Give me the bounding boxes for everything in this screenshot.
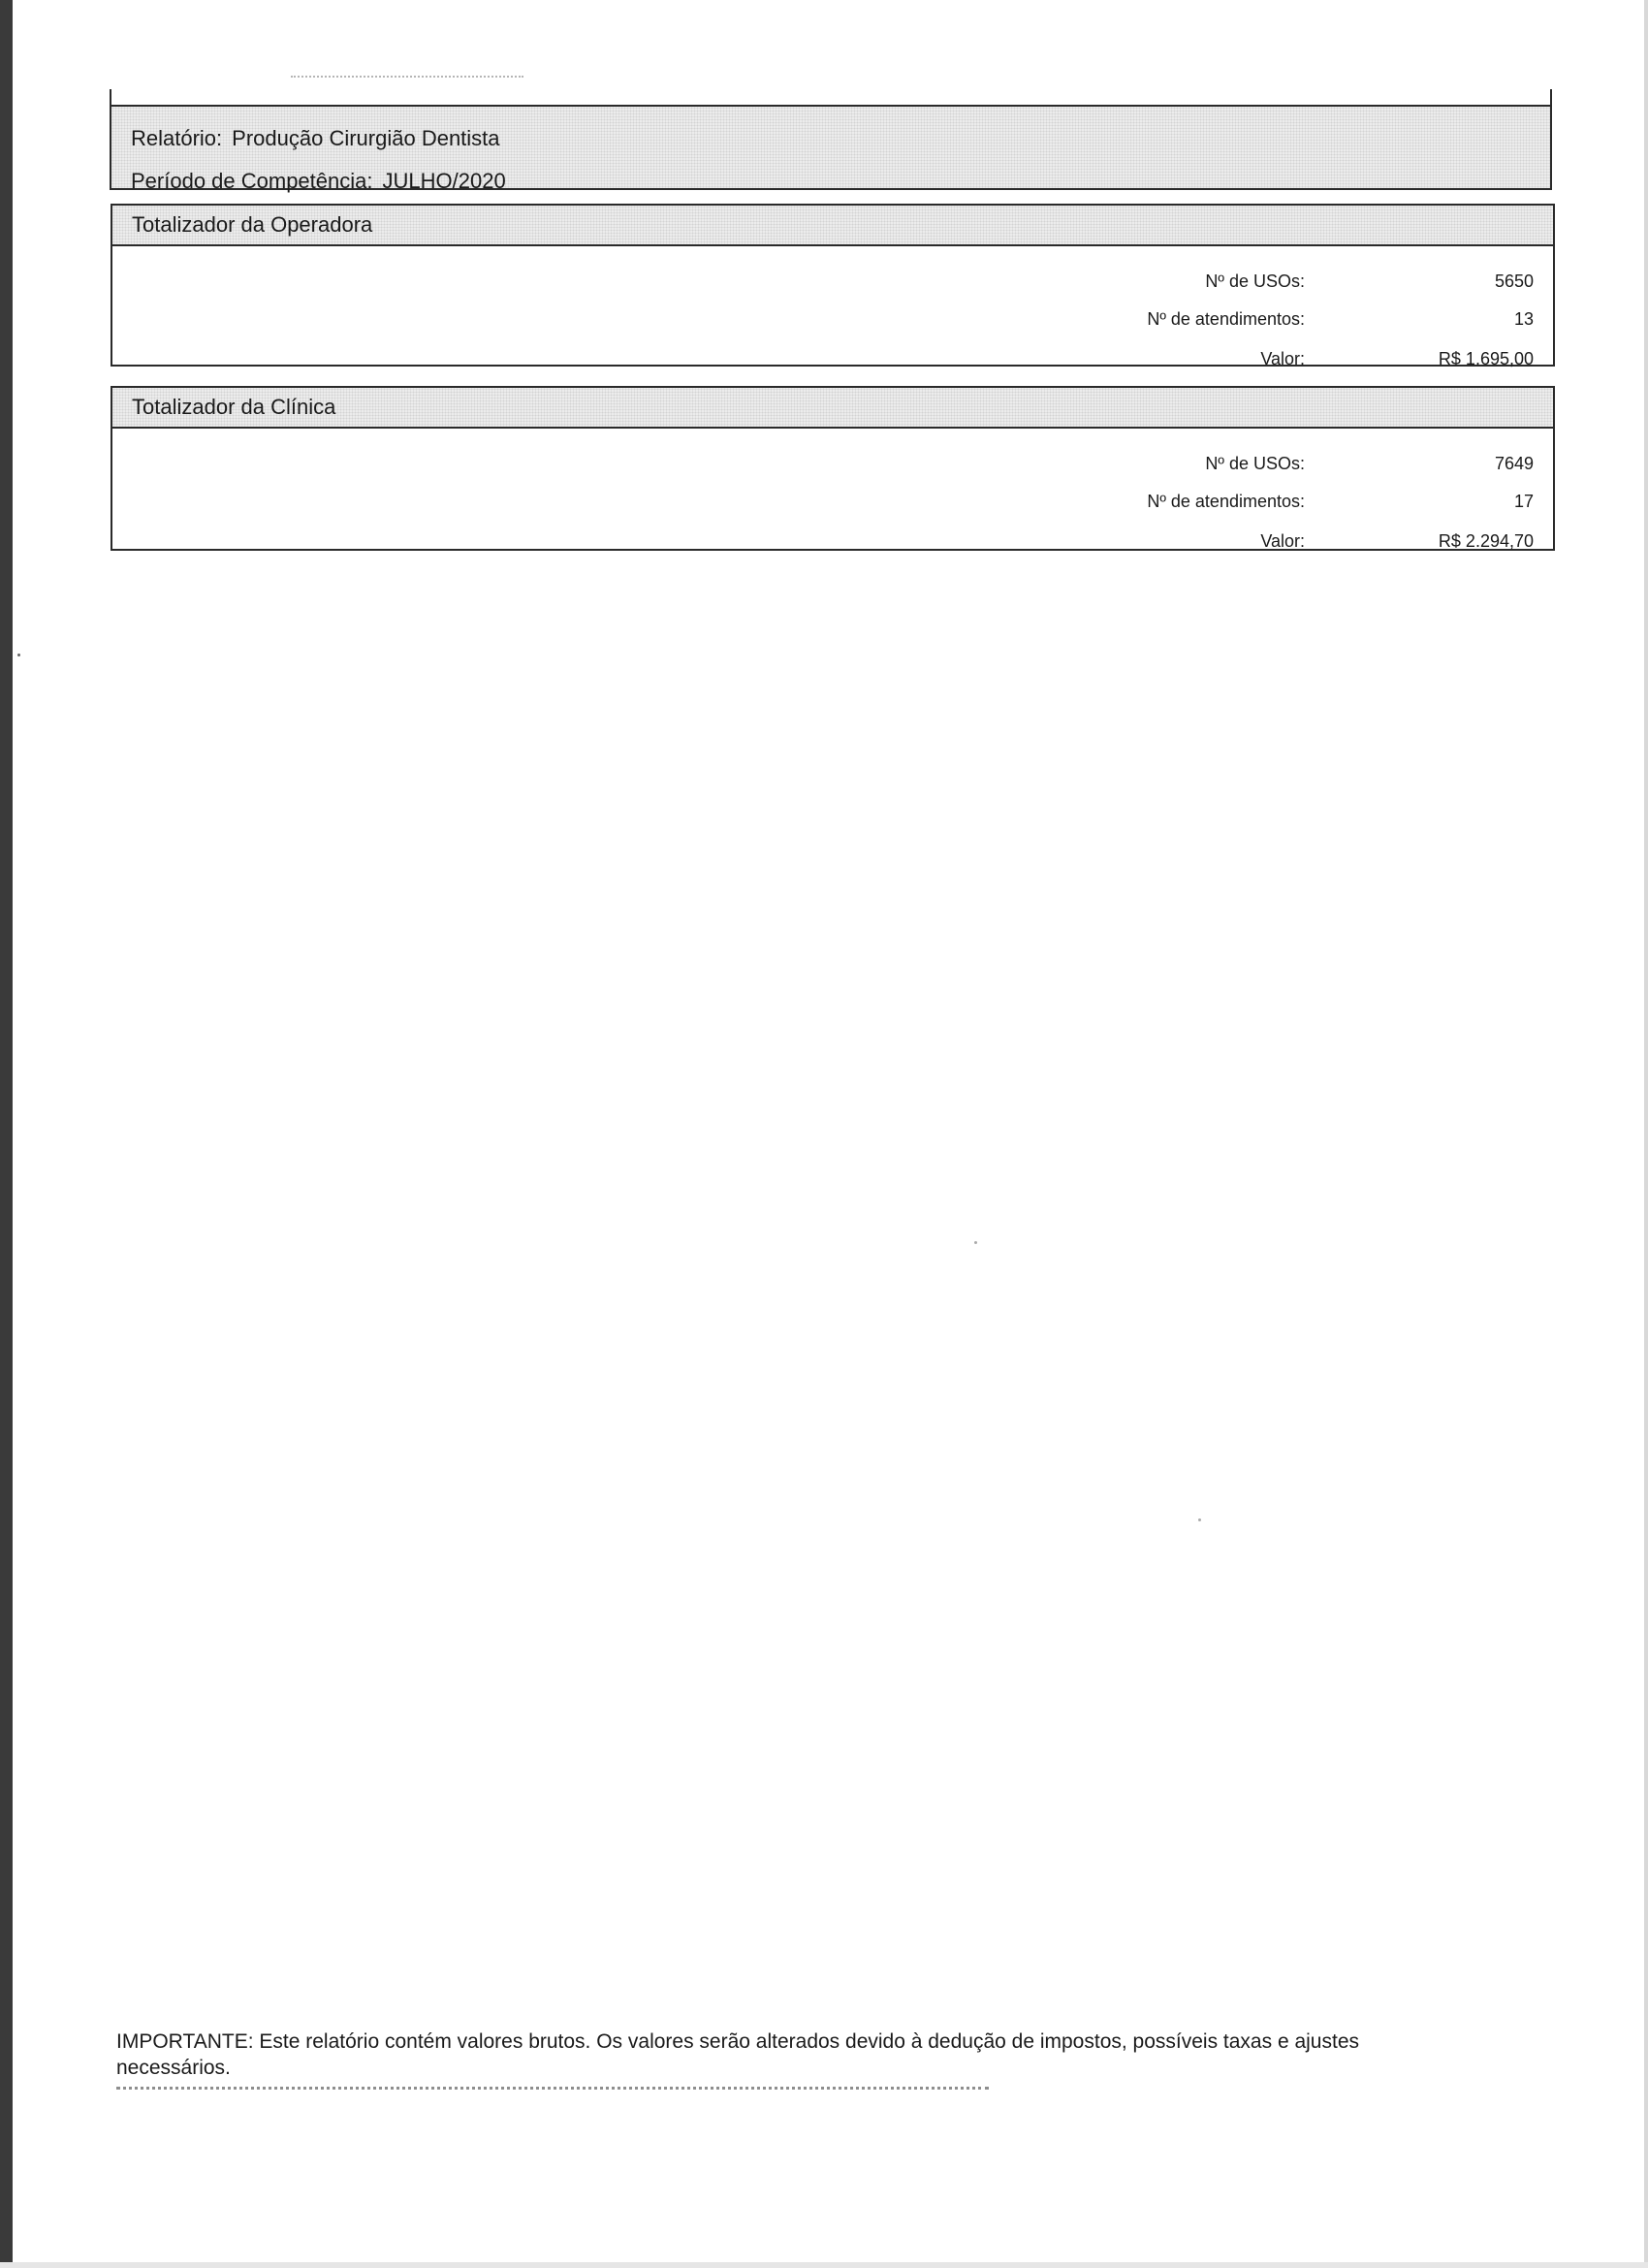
report-header-band bbox=[111, 105, 1550, 193]
clinica-valor-row bbox=[112, 529, 1534, 553]
faded-top-text bbox=[291, 76, 523, 85]
operadora-valor-label: Valor: bbox=[1260, 349, 1305, 368]
operadora-valor-row bbox=[112, 347, 1534, 370]
operadora-valor-value: R$ 1.695,00 bbox=[1438, 349, 1534, 368]
operadora-title: Totalizador da Operadora bbox=[112, 206, 1553, 246]
clinica-usos-row bbox=[112, 452, 1534, 475]
clinica-usos-label: Nº de USOs: bbox=[1205, 454, 1305, 473]
period-value: JULHO/2020 bbox=[382, 169, 506, 193]
clinica-title: Totalizador da Clínica bbox=[112, 388, 1553, 429]
operadora-atendimentos-label: Nº de atendimentos: bbox=[1147, 309, 1305, 329]
operadora-atendimentos-row bbox=[112, 307, 1534, 331]
scan-speck bbox=[17, 654, 20, 656]
operadora-usos-label: Nº de USOs: bbox=[1205, 272, 1305, 291]
scan-edge-left bbox=[0, 0, 13, 2268]
scan-speck bbox=[1198, 1518, 1201, 1521]
clinica-valor-label: Valor: bbox=[1260, 531, 1305, 551]
operadora-usos-value: 5650 bbox=[1494, 272, 1534, 291]
operadora-atendimentos-value: 13 bbox=[1513, 309, 1534, 329]
cut-off-text-line bbox=[116, 2087, 989, 2099]
report-label: Relatório: bbox=[131, 126, 223, 150]
operadora-usos-row bbox=[112, 270, 1534, 293]
report-title-line bbox=[131, 126, 500, 151]
scan-edge-right bbox=[1644, 0, 1648, 2268]
report-header bbox=[110, 89, 1552, 193]
period-line bbox=[131, 169, 506, 194]
scan-speck bbox=[974, 1241, 977, 1244]
clinica-atendimentos-value: 17 bbox=[1513, 492, 1534, 511]
clinica-totals-box bbox=[111, 386, 1555, 551]
clinica-usos-value: 7649 bbox=[1494, 454, 1534, 473]
clinica-valor-value: R$ 2.294,70 bbox=[1438, 531, 1534, 551]
clinica-atendimentos-row bbox=[112, 490, 1534, 513]
operadora-totals-box bbox=[111, 204, 1555, 367]
scan-edge-bottom bbox=[0, 2262, 1648, 2268]
important-notice: IMPORTANTE: Este relatório contém valores brutos. Os valores serão alterados devido à dedução de impostos, possíveis taxas e ajustes necessários. bbox=[116, 2030, 1359, 2079]
report-value: Produção Cirurgião Dentista bbox=[232, 126, 500, 150]
period-label: Período de Competência: bbox=[131, 169, 373, 193]
clinica-atendimentos-label: Nº de atendimentos: bbox=[1147, 492, 1305, 511]
